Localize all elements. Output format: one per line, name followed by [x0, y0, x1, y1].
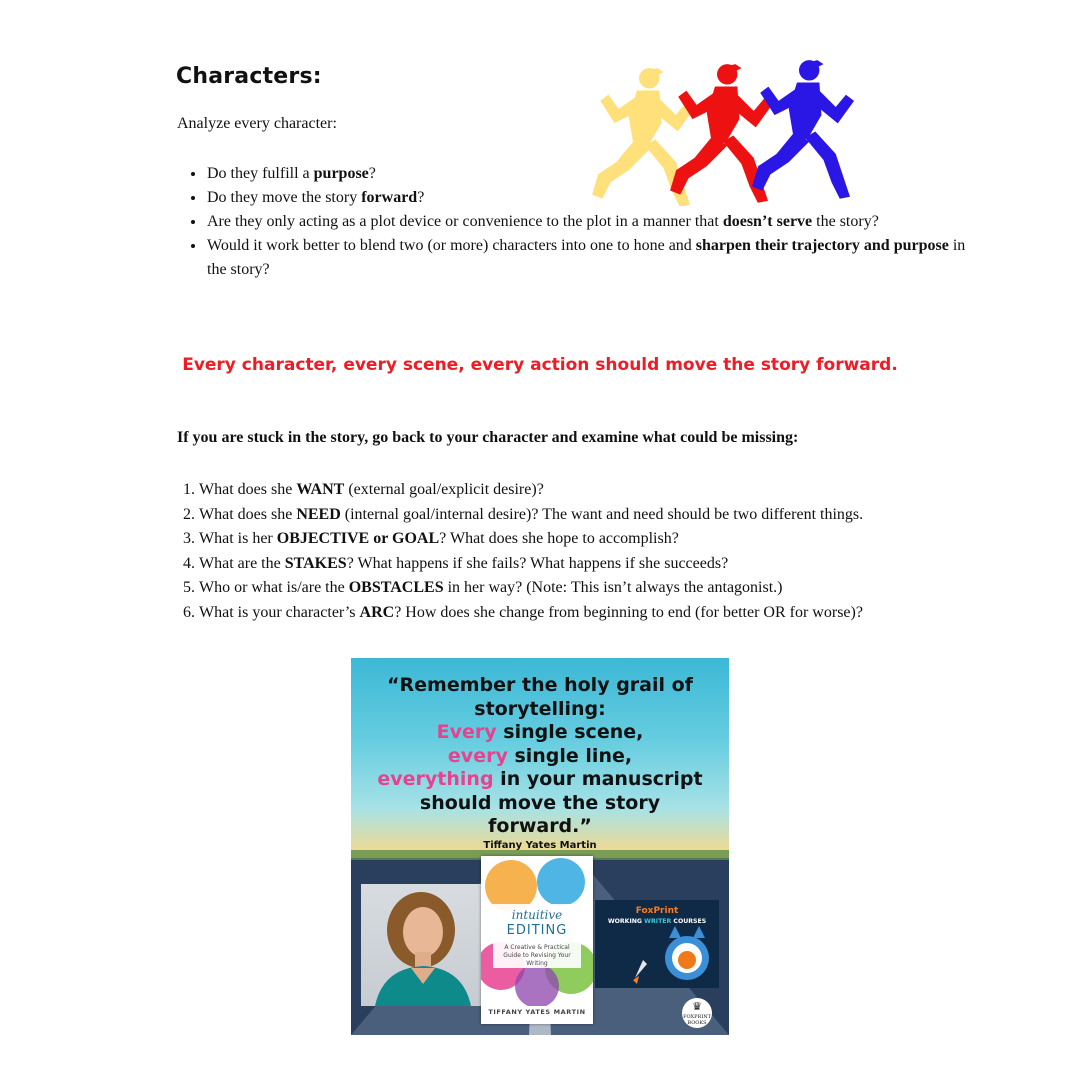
foxprint-subtitle: WORKING WRITER COURSES: [607, 918, 707, 925]
book-subtitle: A Creative & Practical Guide to Revising Your Writing: [503, 944, 571, 967]
list-item: 2. What does she NEED (internal goal/internal desire)? The want and need should be two different things.: [199, 503, 1019, 528]
list-item: 4. What are the STAKES? What happens if she fails? What happens if she succeeds?: [199, 552, 1019, 577]
book-author: TIFFANY YATES MARTIN: [488, 1008, 586, 1016]
foxprint-logo: FoxPrint: [635, 906, 679, 916]
section-heading: If you are stuck in the story, go back to your character and examine what could be missing:: [177, 429, 799, 446]
quote-author: Tiffany Yates Martin: [483, 840, 597, 851]
book-cover: [481, 856, 593, 1024]
foxprint-panel: [595, 900, 719, 988]
list-item: • Do they move the story forward?: [206, 186, 976, 210]
list-item: • Would it work better to blend two (or more) characters into one to hone and sharpen their trajectory and purpose in the story?: [206, 234, 976, 282]
author-photo: [361, 884, 485, 1006]
list-item: 1. What does she WANT (external goal/explicit desire)?: [199, 478, 1019, 503]
book-title-line1: intuitive: [511, 908, 563, 922]
fox-mark-icon: ♛: [692, 1000, 702, 1013]
character-checklist: [177, 162, 976, 282]
page-title: Characters:: [176, 64, 322, 89]
publisher-badge: ♛ FOXPRINT BOOKS: [683, 1000, 711, 1026]
promo-image: [351, 658, 729, 1035]
intro-text: Analyze every character:: [177, 115, 337, 132]
list-item: • Do they fulfill a purpose?: [206, 162, 976, 186]
list-item: 5. Who or what is/are the OBSTACLES in her way? (Note: This isn’t always the antagonist.): [199, 576, 1019, 601]
quote-text: “Remember the holy grail of storytelling: Every single scene, every single line, everything in your manuscript should move the story forward.”: [377, 674, 703, 837]
callout-text: Every character, every scene, every action should move the story forward.: [182, 355, 898, 375]
list-item: 6. What is your character’s ARC? How does she change from beginning to end (for better OR for worse)?: [199, 601, 1019, 626]
list-item: 3. What is her OBJECTIVE or GOAL? What does she hope to accomplish?: [199, 527, 1019, 552]
astronaut-fox-illustration: [595, 900, 719, 988]
list-item: • Are they only acting as a plot device or convenience to the plot in a manner that doesn’t serve the story?: [206, 210, 976, 234]
book-title-line2: EDITING: [506, 923, 568, 938]
character-questions: [177, 478, 1019, 625]
